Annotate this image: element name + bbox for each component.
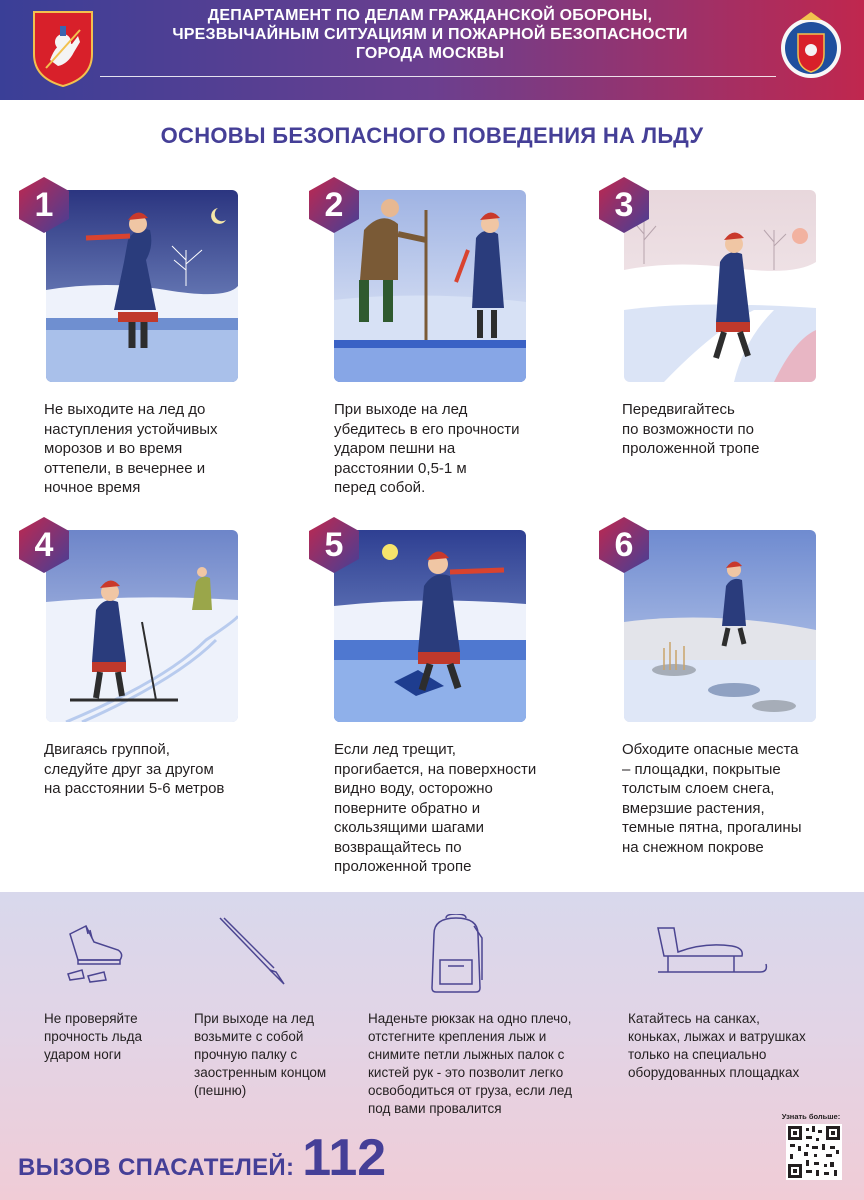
tip-3-line: освободиться от груза, если лед [368,1083,572,1098]
qr-caption: Узнать больше: [781,1112,841,1121]
rule-1-line: Не выходите на лед до [44,401,206,418]
rule-5-line: скользящими шагами [334,819,484,836]
rule-2-line: ударом пешни на [334,440,456,457]
tip-1-text [44,1010,184,1064]
rule-2-line: расстоянии 0,5-1 м [334,459,467,477]
rule-4-number: 4 [34,526,54,564]
tip-2-line: возьмите с собой [194,1029,304,1044]
org-line-2: ЧРЕЗВЫЧАЙНЫМ СИТУАЦИЯМ И ПОЖАРНОЙ БЕЗОПАСНОСТИ [172,26,688,43]
rule-6-line: толстым слоем снега, [622,780,775,797]
department-emblem-icon [778,6,844,86]
emergency-number[interactable]: 112 [302,1129,387,1187]
org-line-3: ГОРОДА МОСКВЫ [355,45,505,62]
rule-6-line: – площадки, покрытые [622,760,781,778]
tip-4-line: Катайтесь на санках, [628,1011,760,1026]
tip-2-text [194,1010,354,1100]
tip-4-line: только на специально [628,1047,767,1062]
rule-2-description [334,400,564,498]
boot-kick-icon [60,920,130,989]
tip-3-text [368,1010,608,1118]
emergency-call-label: ВЫЗОВ СПАСАТЕЛЕЙ: [18,1154,295,1181]
tip-3-line: снимите петли лыжных палок с [368,1047,565,1062]
tip-4-line: оборудованных площадках [628,1065,800,1080]
rule-6-line: вмерзшие растения, [622,799,765,817]
tip-1-line: ударом ноги [44,1047,122,1062]
moscow-coat-of-arms-icon [28,8,98,88]
rule-4-illustration [46,530,238,722]
ice-pick-icon [214,914,290,991]
header-banner [0,0,864,100]
tip-4-line: коньках, лыжах и ватрушках [628,1029,806,1044]
rule-2-line: убедитесь в его прочности [334,420,520,438]
rule-6-illustration [624,530,816,722]
rule-3-number-badge [598,176,650,234]
rule-6-line: на снежном покрове [622,838,764,856]
rule-3-line: проложенной тропе [622,440,760,457]
rule-1-line: ночное время [44,479,141,496]
rule-5-number: 5 [324,526,344,564]
organization-name [110,6,750,63]
tip-3-line: кистей рук - это позволит легко [368,1065,564,1080]
tip-3-line: отстегните крепления лыж и [368,1029,547,1044]
sled-icon [654,922,770,987]
rule-1-number-badge [18,176,70,234]
rule-5-number-badge [308,516,360,574]
rule-4-number-badge [18,516,70,574]
rule-4-line: Двигаясь группой, [44,741,170,758]
rule-3-description [622,400,852,459]
rule-2-line: При выходе на лед [334,401,468,418]
rule-3-line: Передвигайтесь [622,401,735,418]
rule-2-line: перед собой. [334,479,426,496]
rule-6-line: темные пятна, прогалины [622,819,802,836]
tip-2-line: При выходе на лед [194,1011,315,1026]
tip-2-line: прочную палку с [194,1047,298,1062]
rule-4-line: на расстоянии 5-6 метров [44,780,225,797]
tip-1-line: Не проверяйте [44,1011,138,1026]
rule-5-line: возвращайтесь по [334,838,462,856]
rule-6-number-badge [598,516,650,574]
tip-1-line: прочность льда [44,1029,143,1044]
rule-2-number: 2 [324,186,344,224]
rule-6-number: 6 [614,526,634,564]
rule-3-illustration [624,190,816,382]
rule-5-description [334,740,564,877]
rule-3-line: по возможности по [622,420,755,438]
rule-4-description [44,740,274,799]
page-title: ОСНОВЫ БЕЗОПАСНОГО ПОВЕДЕНИЯ НА ЛЬДУ [160,123,704,148]
tip-3-line: Наденьте рюкзак на одно плечо, [368,1011,572,1026]
rule-3-number: 3 [614,186,634,224]
rule-1-line: оттепели, в вечернее и [44,459,206,477]
rule-5-line: поверните обратно и [334,799,481,817]
emergency-call [18,1128,386,1188]
rule-5-line: проложенной тропе [334,858,472,875]
backpack-icon [424,914,488,999]
rule-1-illustration [46,190,238,382]
tip-2-line: (пешню) [194,1083,247,1098]
rule-6-line: Обходите опасные места [622,741,799,758]
rule-5-line: Если лед трещит, [334,741,456,758]
rule-1-line: наступления устойчивых [44,420,218,438]
header-divider [100,76,776,77]
rule-2-illustration [334,190,526,382]
rule-1-description [44,400,274,498]
qr-code-icon[interactable] [786,1124,842,1180]
rule-2-number-badge [308,176,360,234]
rule-1-line: морозов и во время [44,440,183,457]
rule-1-number: 1 [34,186,54,224]
rule-5-illustration [334,530,526,722]
rule-5-line: прогибается, на поверхности [334,760,537,778]
rule-6-description [622,740,852,857]
tip-2-line: заостренным концом [194,1065,327,1080]
tip-4-text [628,1010,838,1082]
rule-5-line: видно воду, осторожно [334,780,493,797]
org-line-1: ДЕПАРТАМЕНТ ПО ДЕЛАМ ГРАЖДАНСКОЙ ОБОРОНЫ, [207,7,653,24]
rule-4-line: следуйте друг за другом [44,760,214,778]
tip-3-line: под вами провалится [368,1101,502,1116]
